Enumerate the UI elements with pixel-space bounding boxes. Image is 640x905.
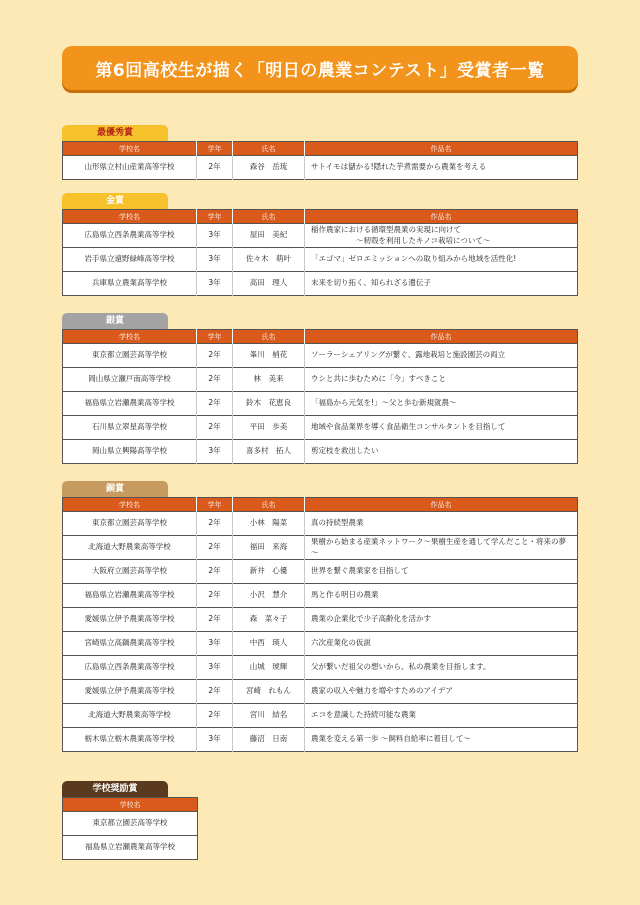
table-row [63,584,578,608]
section-grand-prize [62,120,578,180]
grade-cell: 2年 [197,368,233,392]
school-cell: 東京都立園芸高等学校 [63,344,197,368]
school-cell: 北海道大野農業高等学校 [63,704,197,728]
grade-cell: 2年 [197,680,233,704]
school-cell: 岡山県立瀬戸南高等学校 [63,368,197,392]
work-cell: エコを意識した持続可能な農業 [305,704,578,728]
work-cell: ウシと共に歩むために「今」すべきこと [305,368,578,392]
table-row [63,680,578,704]
name-cell: 平田 歩美 [233,416,305,440]
table-row [63,368,578,392]
name-cell: 小林 陽菜 [233,512,305,536]
name-cell: 宮崎 れもん [233,680,305,704]
column-header-grade: 学年 [197,142,233,156]
column-header-grade: 学年 [197,330,233,344]
table-row [63,272,578,296]
school-cell: 愛媛県立伊予農業高等学校 [63,608,197,632]
table-row [63,416,578,440]
grade-cell: 3年 [197,728,233,752]
table-row [63,632,578,656]
column-header-name: 氏名 [233,210,305,224]
table-row [63,440,578,464]
award-table [62,497,578,752]
page-title: 第6回高校生が描く「明日の農業コンテスト」受賞者一覧 [95,60,545,81]
name-cell: 山城 琥輝 [233,656,305,680]
table-row [63,512,578,536]
work-cell: 馬と作る明日の農業 [305,584,578,608]
award-tag: 銅賞 [62,481,168,497]
name-cell: 佐々木 萌叶 [233,248,305,272]
work-cell: 「福島から元気を!」～父と歩む新規就農～ [305,392,578,416]
award-table [62,209,578,296]
grade-cell: 2年 [197,156,233,180]
column-header-school: 学校名 [63,142,197,156]
column-header: 学校名 [63,798,198,812]
table-row [63,608,578,632]
column-header-school: 学校名 [63,498,197,512]
school-cell: 福島県立岩瀬農業高等学校 [63,584,197,608]
grade-cell: 3年 [197,632,233,656]
name-cell: 新井 心優 [233,560,305,584]
work-cell: 農業の企業化で少子高齢化を活かす [305,608,578,632]
column-header-work: 作品名 [305,210,578,224]
column-header-work: 作品名 [305,498,578,512]
grade-cell: 3年 [197,656,233,680]
work-cell: 地域や食品業界を導く食品衛生コンサルタントを目指して [305,416,578,440]
school-cell: 福島県立岩瀬農業高等学校 [63,392,197,416]
award-tag: 金賞 [62,193,168,209]
work-cell: 未来を切り拓く、知られざる遺伝子 [305,272,578,296]
column-header-work: 作品名 [305,330,578,344]
name-cell: 藤沼 日南 [233,728,305,752]
school-cell: 石川県立翠星高等学校 [63,416,197,440]
section-gold [62,188,578,296]
name-cell: 喜多村 拓人 [233,440,305,464]
grade-cell: 3年 [197,248,233,272]
column-header-name: 氏名 [233,330,305,344]
grade-cell: 2年 [197,536,233,560]
grade-cell: 3年 [197,272,233,296]
grade-cell: 2年 [197,608,233,632]
work-cell: 「エゴマ」ゼロエミッションへの取り組みから地域を活性化! [305,248,578,272]
name-cell: 高田 理人 [233,272,305,296]
name-cell: 鈴木 花恵良 [233,392,305,416]
table-row [63,224,578,248]
column-header-grade: 学年 [197,210,233,224]
grade-cell: 2年 [197,584,233,608]
column-header-work: 作品名 [305,142,578,156]
table-row [63,704,578,728]
work-cell: 稲作農家における循環型農業の実現に向けて ～籾殻を利用したキノコ栽培について～ [305,224,578,248]
title-banner [62,46,578,90]
school-cell: 栃木県立栃木農業高等学校 [63,728,197,752]
school-cell: 愛媛県立伊予農業高等学校 [63,680,197,704]
school-cell: 岡山県立興陽高等学校 [63,440,197,464]
name-cell: 宮川 結名 [233,704,305,728]
name-cell: 福田 来海 [233,536,305,560]
name-cell: 屋田 美紀 [233,224,305,248]
work-cell: 真の持続型農業 [305,512,578,536]
school-cell: 宮崎県立高鍋農業高等学校 [63,632,197,656]
award-tag: 最優秀賞 [62,125,168,141]
grade-cell: 2年 [197,392,233,416]
grade-cell: 2年 [197,704,233,728]
table-row [63,344,578,368]
school-cell: 福島県立岩瀬農業高等学校 [63,836,198,860]
section-school-award [62,776,198,860]
column-header-name: 氏名 [233,142,305,156]
school-cell: 兵庫県立農業高等学校 [63,272,197,296]
school-cell: 大阪府立園芸高等学校 [63,560,197,584]
school-cell: 広島県立西条農業高等学校 [63,224,197,248]
work-cell: 農業を変える第一歩 ～飼料自給率に着目して～ [305,728,578,752]
section-silver [62,308,578,464]
school-cell: 山形県立村山産業高等学校 [63,156,197,180]
column-header-school: 学校名 [63,210,197,224]
grade-cell: 2年 [197,512,233,536]
column-header-name: 氏名 [233,498,305,512]
award-table [62,329,578,464]
grade-cell: 2年 [197,416,233,440]
grade-cell: 3年 [197,440,233,464]
work-cell: 果樹から始まる産業ネットワーク～果樹生産を通して学んだこと・将来の夢～ [305,536,578,560]
table-row [63,156,578,180]
school-cell: 東京都立園芸高等学校 [63,512,197,536]
award-table [62,797,198,860]
grade-cell: 3年 [197,224,233,248]
name-cell: 峯川 梢花 [233,344,305,368]
name-cell: 中西 瑛人 [233,632,305,656]
grade-cell: 2年 [197,344,233,368]
work-cell: ソーラーシェアリングが繋ぐ、露地栽培と施設園芸の両立 [305,344,578,368]
name-cell: 小沢 慧介 [233,584,305,608]
table-row [63,656,578,680]
work-cell: 父が繋いだ祖父の想いから、私の農業を目指します。 [305,656,578,680]
name-cell: 林 美来 [233,368,305,392]
column-header-grade: 学年 [197,498,233,512]
school-cell: 東京都立園芸高等学校 [63,812,198,836]
name-cell: 森谷 岳琉 [233,156,305,180]
table-row [63,560,578,584]
award-tag: 学校奨励賞 [62,781,168,797]
work-cell: 六次産業化の仮説 [305,632,578,656]
work-cell: サトイモは儲かる!隠れた芋煮需要から農業を考える [305,156,578,180]
school-cell: 北海道大野農業高等学校 [63,536,197,560]
award-tag: 銀賞 [62,313,168,329]
school-cell: 広島県立西条農業高等学校 [63,656,197,680]
grade-cell: 2年 [197,560,233,584]
work-cell: 剪定枝を救出したい [305,440,578,464]
award-table [62,141,578,180]
table-row [63,728,578,752]
name-cell: 森 菜々子 [233,608,305,632]
table-row [63,536,578,560]
table-row [63,248,578,272]
column-header-school: 学校名 [63,330,197,344]
table-row [63,392,578,416]
work-cell: 世界を繋ぐ農業家を目指して [305,560,578,584]
school-cell: 岩手県立遠野緑峰高等学校 [63,248,197,272]
section-bronze [62,476,578,752]
work-cell: 農家の収入や魅力を増やすためのアイデア [305,680,578,704]
